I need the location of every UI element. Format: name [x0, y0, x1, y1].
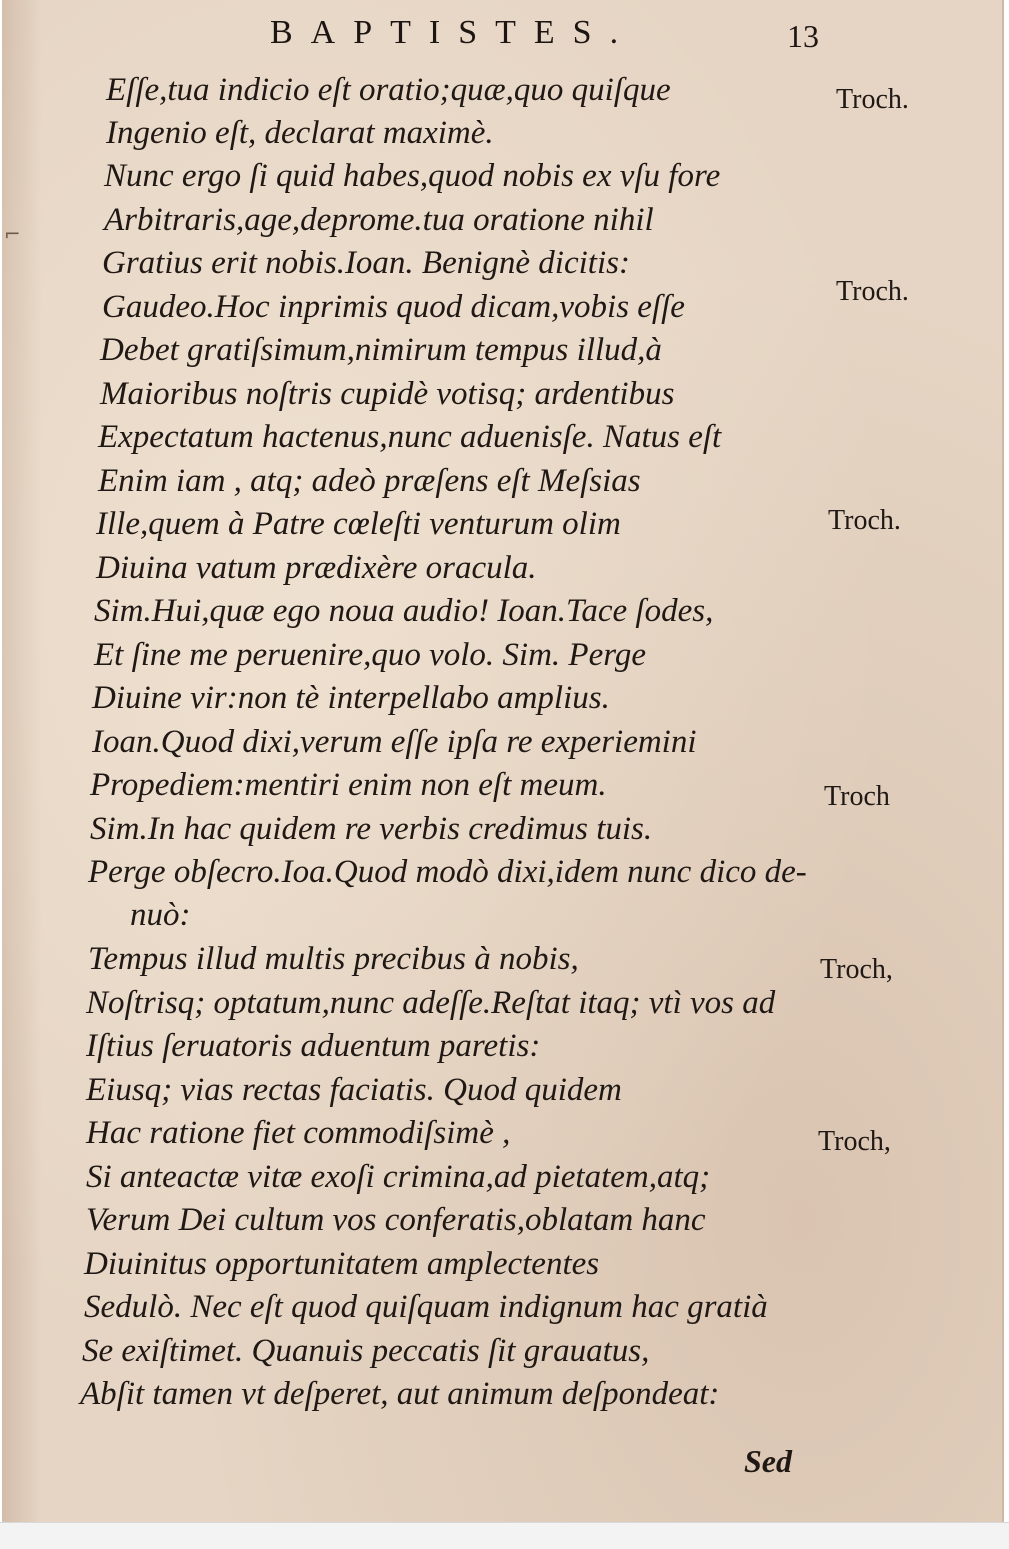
text-line: Hac ratione fiet commodiſsimè , [86, 1115, 511, 1151]
viewer-bottom-strip [0, 1522, 1009, 1549]
text-line: Ille,quem à Patre cœleſti venturum olim [96, 506, 621, 542]
text-line: Propediem:mentiri enim non eſt meum. [90, 767, 607, 803]
margin-note-troch: Troch. [836, 84, 909, 115]
text-line: Nunc ergo ſi quid habes,quod nobis ex vſu fore [104, 158, 721, 194]
margin-note-troch: Troch. [836, 276, 909, 307]
verse-text [2, 0, 1002, 1522]
text-line: Sim.In hac quidem re verbis credimus tuis. [90, 811, 653, 847]
text-line: Tempus illud multis precibus à nobis, [88, 941, 579, 977]
margin-note-troch: Troch [824, 781, 890, 812]
text-line: Perge obſecro.Ioa.Quod modò dixi,idem nunc dico de- [88, 854, 807, 890]
text-line: Eſſe,tua indicio eſt oratio;quæ,quo quiſque [106, 72, 671, 108]
text-line: Maioribus noſtris cupidè votisq; ardentibus [100, 376, 675, 412]
text-line: Iſtius ſeruatoris aduentum paretis: [86, 1028, 541, 1064]
text-line: Arbitraris,age,deprome.tua oratione nihil [104, 202, 654, 238]
text-line: Verum Dei cultum vos conferatis,oblatam hanc [86, 1202, 706, 1238]
text-line: Expectatum hactenus,nunc aduenisſe. Natus eſt [98, 419, 722, 455]
text-line: Ioan.Quod dixi,verum eſſe ipſa re experiemini [92, 724, 697, 760]
text-line: Noſtrisq; optatum,nunc adeſſe.Reſtat itaq; vtì vos ad [86, 985, 776, 1021]
left-edge-bleed-mark: ⌐ [4, 222, 21, 246]
text-line: Diuine vir:non tè interpellabo amplius. [92, 680, 610, 716]
text-line: Diuina vatum prædixère oracula. [96, 550, 537, 586]
text-line: Sedulò. Nec eſt quod quiſquam indignum hac gratià [84, 1289, 768, 1325]
margin-note-troch: Troch, [820, 954, 893, 985]
text-line: Si anteactæ vitæ exoſi crimina,ad pietatem,atq; [86, 1159, 711, 1195]
text-line: Debet gratiſsimum,nimirum tempus illud,à [100, 332, 662, 368]
text-line: nuò: [130, 897, 191, 933]
book-page [2, 0, 1004, 1522]
text-line: Abſit tamen vt deſperet, aut animum deſpondeat: [80, 1376, 720, 1412]
text-line: Gratius erit nobis.Ioan. Benignè dicitis: [102, 245, 630, 281]
margin-note-troch: Troch, [818, 1126, 891, 1157]
margin-note-troch: Troch. [828, 505, 901, 536]
text-line: Enim iam , atq; adeò præſens eſt Meſsias [98, 463, 641, 499]
text-line: Et ſine me peruenire,quo volo. Sim. Perge [94, 637, 646, 673]
running-title: BAPTISTES. [270, 14, 637, 51]
catchword: Sed [744, 1443, 792, 1479]
text-line: Eiusq; vias rectas faciatis. Quod quidem [86, 1072, 622, 1108]
text-line: Ingenio eſt, declarat maximè. [106, 115, 494, 151]
text-line: Se exiſtimet. Quanuis peccatis ſit grauatus, [82, 1333, 650, 1369]
text-line: Sim.Hui,quæ ego noua audio! Ioan.Tace ſodes, [94, 593, 714, 629]
page-number: 13 [787, 18, 819, 54]
text-line: Gaudeo.Hoc inprimis quod dicam,vobis eſſe [102, 289, 685, 325]
text-line: Diuinitus opportunitatem amplectentes [84, 1246, 600, 1282]
